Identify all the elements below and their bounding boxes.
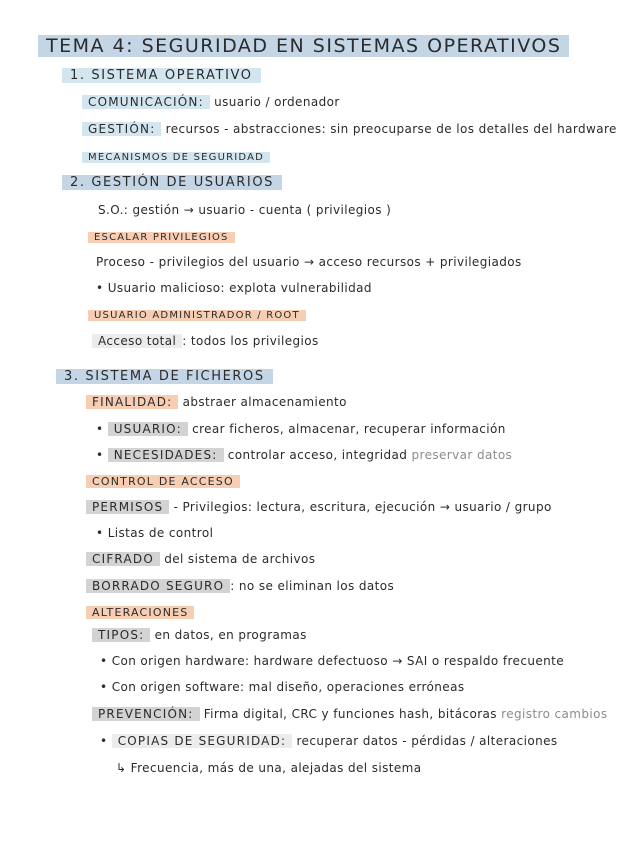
finalidad-row [86,393,347,411]
tipos-row [92,626,307,644]
malicioso-text: • Usuario malicioso: explota vulnerabilidad [96,281,372,295]
admin-row [88,305,306,325]
section-3-heading-row [56,367,273,386]
permisos-label: PERMISOS [86,500,169,514]
control-row [86,472,240,491]
comunicacion-row [82,93,340,111]
hardware-row [100,652,564,670]
finalidad-text: abstraer almacenamiento [182,395,347,409]
necesidades-faint: preservar datos [411,448,513,462]
necesidades-bullet: • [96,448,104,462]
cifrado-text: del sistema de archivos [164,552,316,566]
frecuencia-text: ↳ Frecuencia, más de una, alejadas del sistema [116,761,422,775]
permisos-row [86,498,552,516]
borrado-row [86,577,394,595]
tipos-label: TIPOS: [92,628,150,642]
section-3-heading: 3. SISTEMA DE FICHEROS [56,369,273,384]
alteraciones-row [86,603,194,622]
cifrado-label: CIFRADO [86,552,160,566]
necesidades-text: controlar acceso, integridad [227,448,408,462]
frecuencia-row [116,759,422,777]
section-1-heading-row [62,66,261,85]
page-title-row [38,35,569,57]
finalidad-label: FINALIDAD: [86,395,178,409]
comunicacion-label: COMUNICACIÓN: [82,95,210,109]
section-2-heading-row [62,173,282,192]
gestion-row [82,120,617,138]
gestion-label: GESTIÓN: [82,122,161,136]
acceso-total-row [92,332,319,350]
page-title: TEMA 4: SEGURIDAD EN SISTEMAS OPERATIVOS [38,35,569,57]
escalar-row [88,227,235,247]
software-text: • Con origen software: mal diseño, operaciones erróneas [100,680,465,694]
acceso-total-label: Acceso total [92,334,182,348]
permisos-text: - Privilegios: lectura, escritura, ejecución → usuario / grupo [173,500,552,514]
listas-text: • Listas de control [96,526,214,540]
usuario-text: crear ficheros, almacenar, recuperar información [192,422,506,436]
prevencion-faint: registro cambios [501,707,608,721]
comunicacion-text: usuario / ordenador [214,95,340,109]
listas-row [96,524,213,542]
copias-bullet: • [100,734,108,748]
control-label: CONTROL DE ACCESO [86,475,240,488]
section-2-heading: 2. GESTIÓN DE USUARIOS [62,175,282,190]
usuario-label: USUARIO: [108,422,188,436]
proceso-row [96,253,522,271]
proceso-text: Proceso - privilegios del usuario → acceso recursos + privilegiados [96,255,522,269]
mecanismos-label: MECANISMOS DE SEGURIDAD [82,152,270,163]
tipos-text: en datos, en programas [154,628,307,642]
so-text: S.O.: gestión → usuario - cuenta ( privilegios ) [98,203,392,217]
section-1-heading: 1. SISTEMA OPERATIVO [62,68,261,83]
escalar-label: ESCALAR PRIVILEGIOS [88,232,235,243]
usuario-bullet: • [96,422,104,436]
mecanismos-row [82,147,270,167]
copias-label: COPIAS DE SEGURIDAD: [112,734,293,748]
borrado-label: BORRADO SEGURO [86,579,230,593]
gestion-text: recursos - abstracciones: sin preocuparse de los detalles del hardware [165,122,617,136]
prevencion-label: PREVENCIÓN: [92,707,200,721]
usuario-row [96,420,506,438]
copias-row [100,732,558,750]
malicioso-row [96,279,372,297]
prevencion-text: Firma digital, CRC y funciones hash, bitácoras [203,707,497,721]
prevencion-row [92,705,608,723]
necesidades-label: NECESIDADES: [108,448,224,462]
admin-label: USUARIO ADMINISTRADOR / ROOT [88,310,306,321]
acceso-total-text: : todos los privilegios [182,334,319,348]
hardware-text: • Con origen hardware: hardware defectuoso → SAI o respaldo frecuente [100,654,565,668]
cifrado-row [86,550,315,568]
borrado-text: : no se eliminan los datos [230,579,395,593]
necesidades-row [96,446,512,464]
alteraciones-label: ALTERACIONES [86,606,194,619]
software-row [100,678,464,696]
copias-text: recuperar datos - pérdidas / alteraciones [296,734,558,748]
so-row [98,201,391,219]
